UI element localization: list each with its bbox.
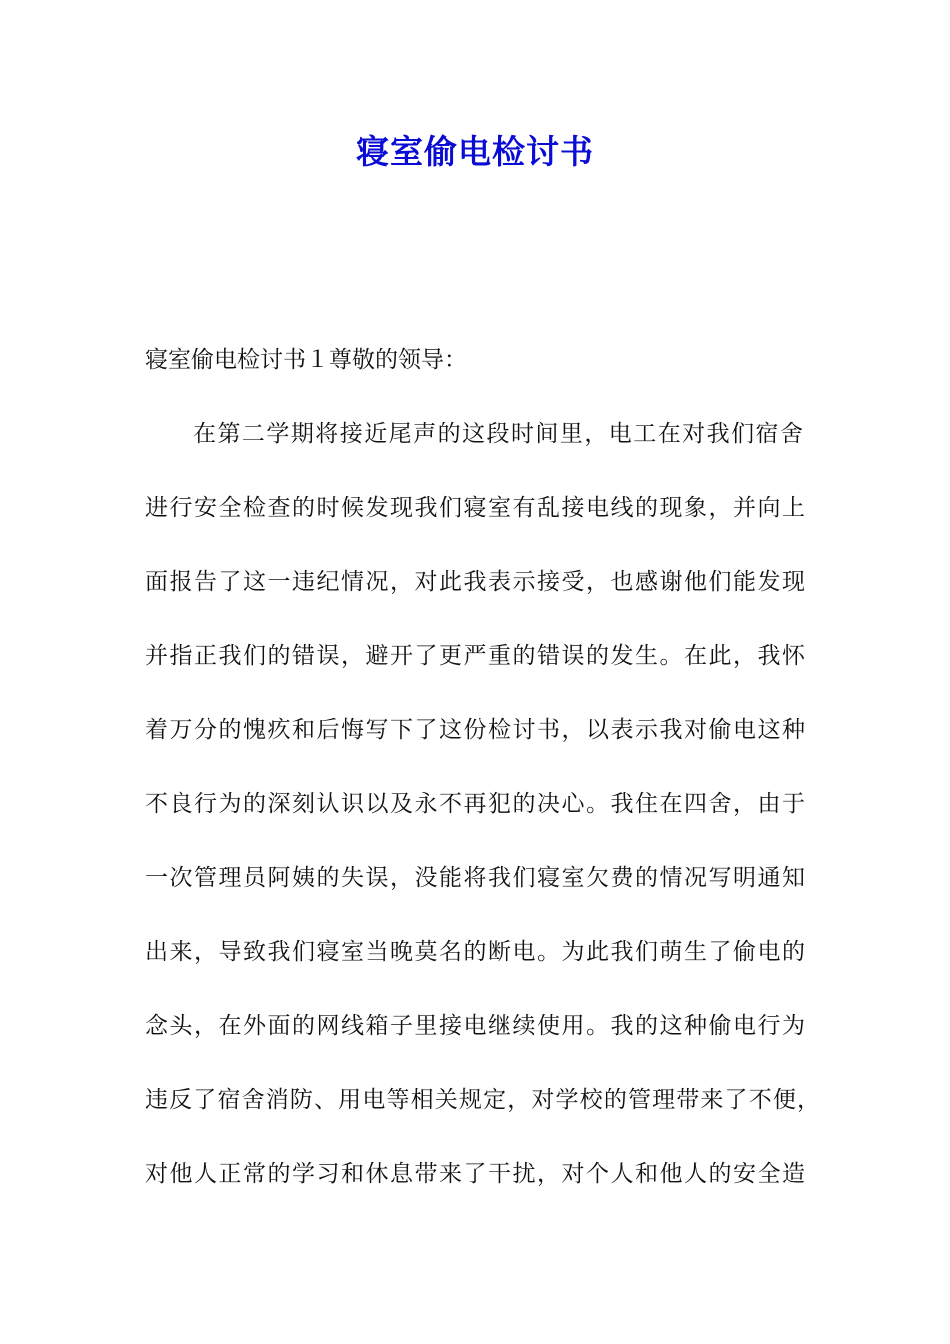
paragraph-line: 出来，导致我们寝室当晚莫名的断电。为此我们萌生了偷电的: [145, 939, 805, 965]
paragraph-line: 面报告了这一违纪情况，对此我表示接受，也感谢他们能发现: [145, 569, 805, 595]
paragraph-line: 违反了宿舍消防、用电等相关规定，对学校的管理带来了不便，: [145, 1087, 820, 1113]
paragraph-line: 在第二学期将接近尾声的这段时间里，电工在对我们宿舍: [193, 421, 803, 447]
paragraph-line: 不良行为的深刻认识以及永不再犯的决心。我住在四舍，由于: [145, 791, 805, 817]
salutation-line: 寝室偷电检讨书１尊敬的领导：: [145, 347, 467, 373]
paragraph-line: 一次管理员阿姨的失误，没能将我们寝室欠费的情况写明通知: [145, 865, 805, 891]
paragraph-line: 着万分的愧疚和后悔写下了这份检讨书，以表示我对偷电这种: [145, 717, 805, 743]
document-title: 寝室偷电检讨书: [356, 132, 594, 171]
paragraph-line: 进行安全检查的时候发现我们寝室有乱接电线的现象，并向上: [145, 495, 805, 521]
paragraph-line: 念头，在外面的网线箱子里接电继续使用。我的这种偷电行为: [145, 1013, 805, 1039]
paragraph-line: 对他人正常的学习和休息带来了干扰，对个人和他人的安全造: [145, 1161, 805, 1187]
paragraph-line: 并指正我们的错误，避开了更严重的错误的发生。在此，我怀: [145, 643, 805, 669]
